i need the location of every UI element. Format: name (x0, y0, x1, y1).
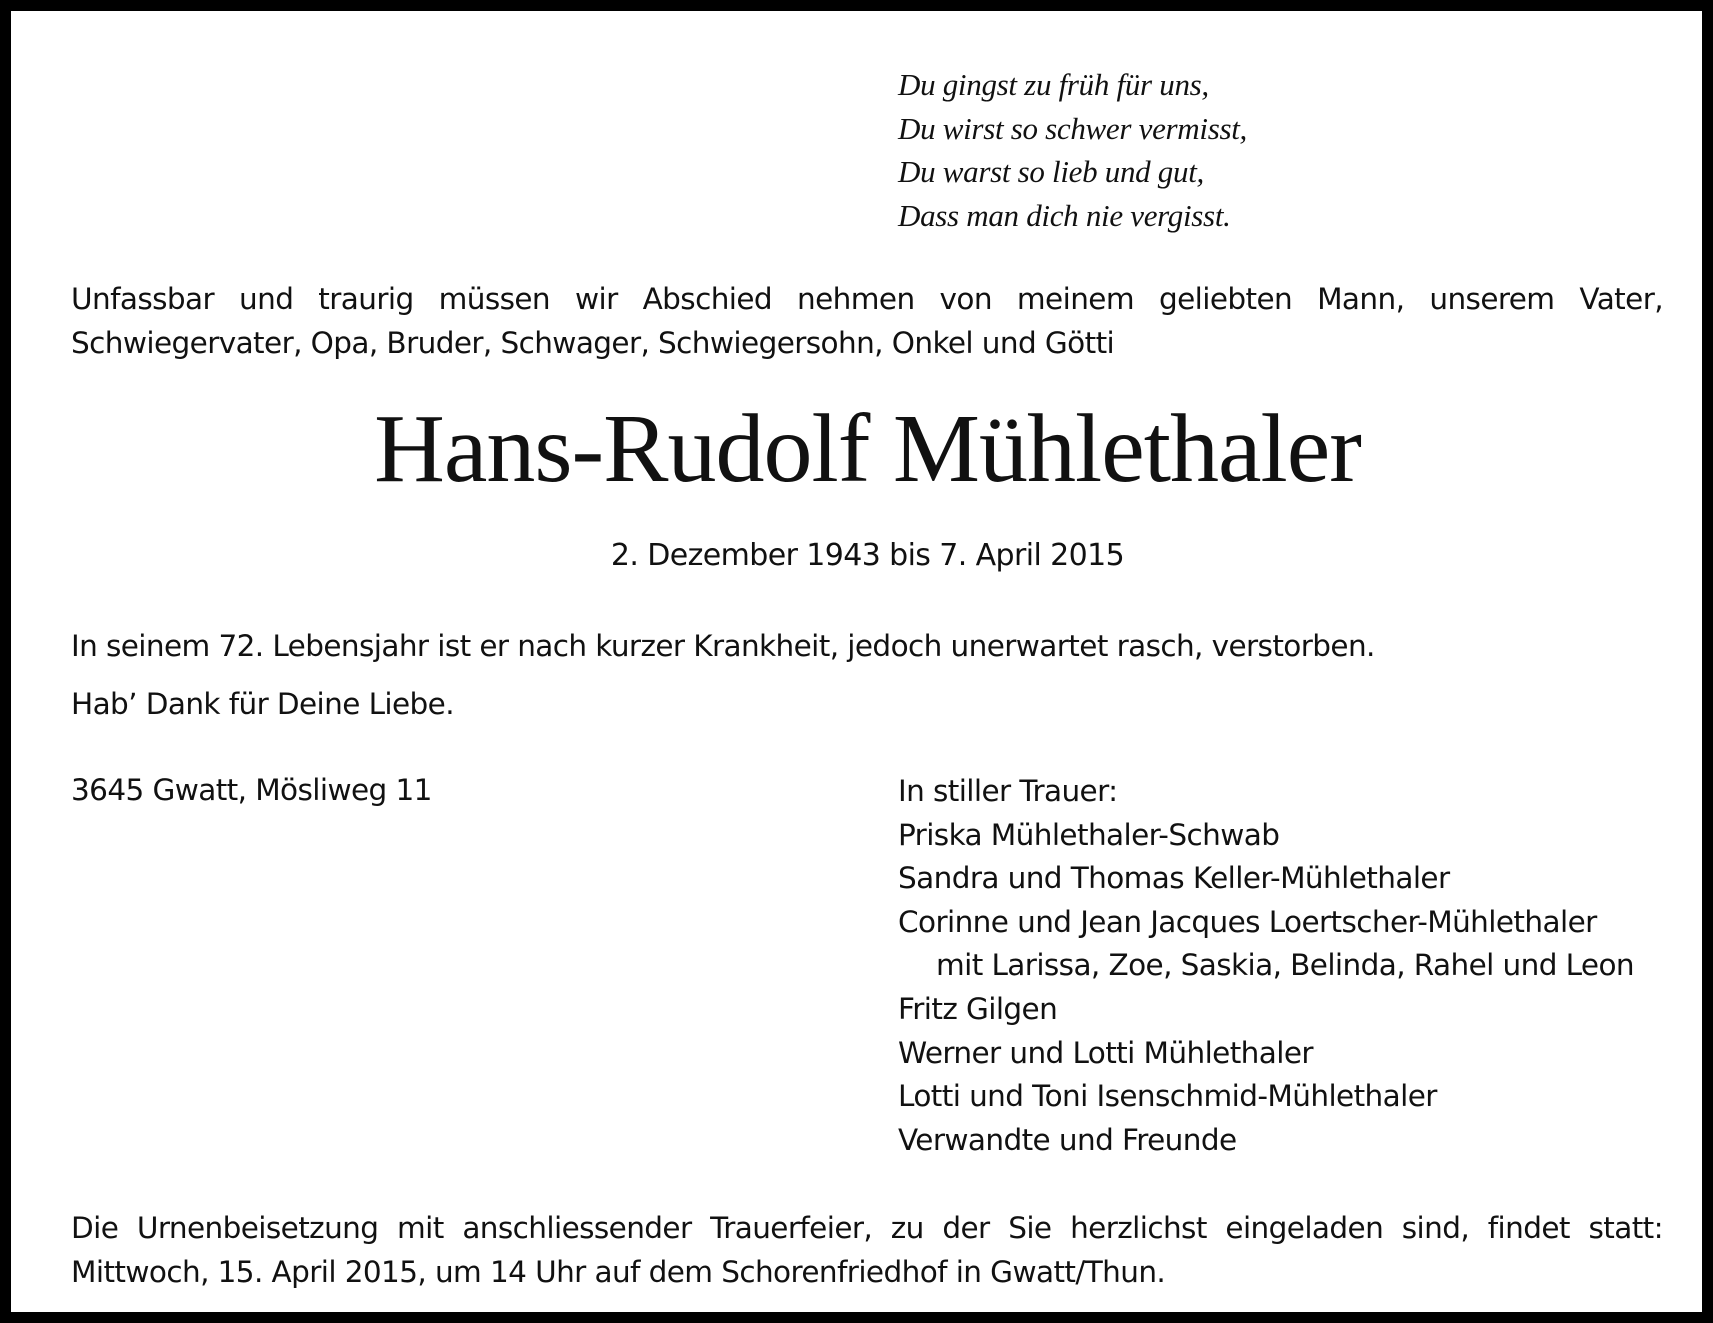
mourner-entry: Corinne und Jean Jacques Loertscher-Mühlethaler (898, 904, 1597, 939)
thanks-text: Hab’ Dank für Deine Liebe. (71, 687, 454, 721)
intro-text: Unfassbar und traurig müssen wir Abschied nehmen von meinem geliebten Mann, unserem Vater, Schwiegervater, Opa, Bruder, Schwager, Schwiegersohn, Onkel und Götti (71, 282, 1663, 360)
mourner-entry: Lotti und Toni Isenschmid-Mühlethaler (898, 1079, 1437, 1114)
service-text: Die Urnenbeisetzung mit anschliessender Trauerfeier, zu der Sie herzlichst eingeladen sind, findet statt: Mittwoch, 15. April 2015, um 14 Uhr auf dem Schorenfriedhof in Gwatt/Thun. (71, 1211, 1663, 1289)
family-address: 3645 Gwatt, Mösliweg 11 (71, 773, 432, 807)
passing-text: In seinem 72. Lebensjahr ist er nach kurzer Krankheit, jedoch unerwartet rasch, verstorben. (71, 629, 1375, 663)
mourner-entry: Fritz Gilgen (898, 991, 1058, 1026)
poem-line: Du wirst so schwer vermisst, (898, 110, 1247, 146)
life-dates: 2. Dezember 1943 bis 7. April 2015 (610, 538, 1125, 573)
mourners-list (898, 770, 1634, 1162)
poem-line: Du warst so lieb und gut, (898, 154, 1204, 189)
mourner-entry: Verwandte und Freunde (898, 1122, 1237, 1157)
mourner-entry: Sandra und Thomas Keller-Mühlethaler (898, 861, 1450, 896)
poem-line: Du gingst zu früh für uns, (898, 67, 1209, 102)
mourner-entry: Priska Mühlethaler-Schwab (898, 817, 1280, 852)
poem (898, 63, 1247, 237)
mourner-entry: mit Larissa, Zoe, Saskia, Belinda, Rahel und Leon (936, 948, 1635, 983)
poem-line: Dass man dich nie vergisst. (898, 197, 1231, 233)
mourner-entry: Werner und Lotti Mühlethaler (898, 1035, 1313, 1070)
mourners-heading: In stiller Trauer: (898, 774, 1118, 808)
deceased-name: Hans-Rudolf Mühlethaler (374, 395, 1361, 503)
